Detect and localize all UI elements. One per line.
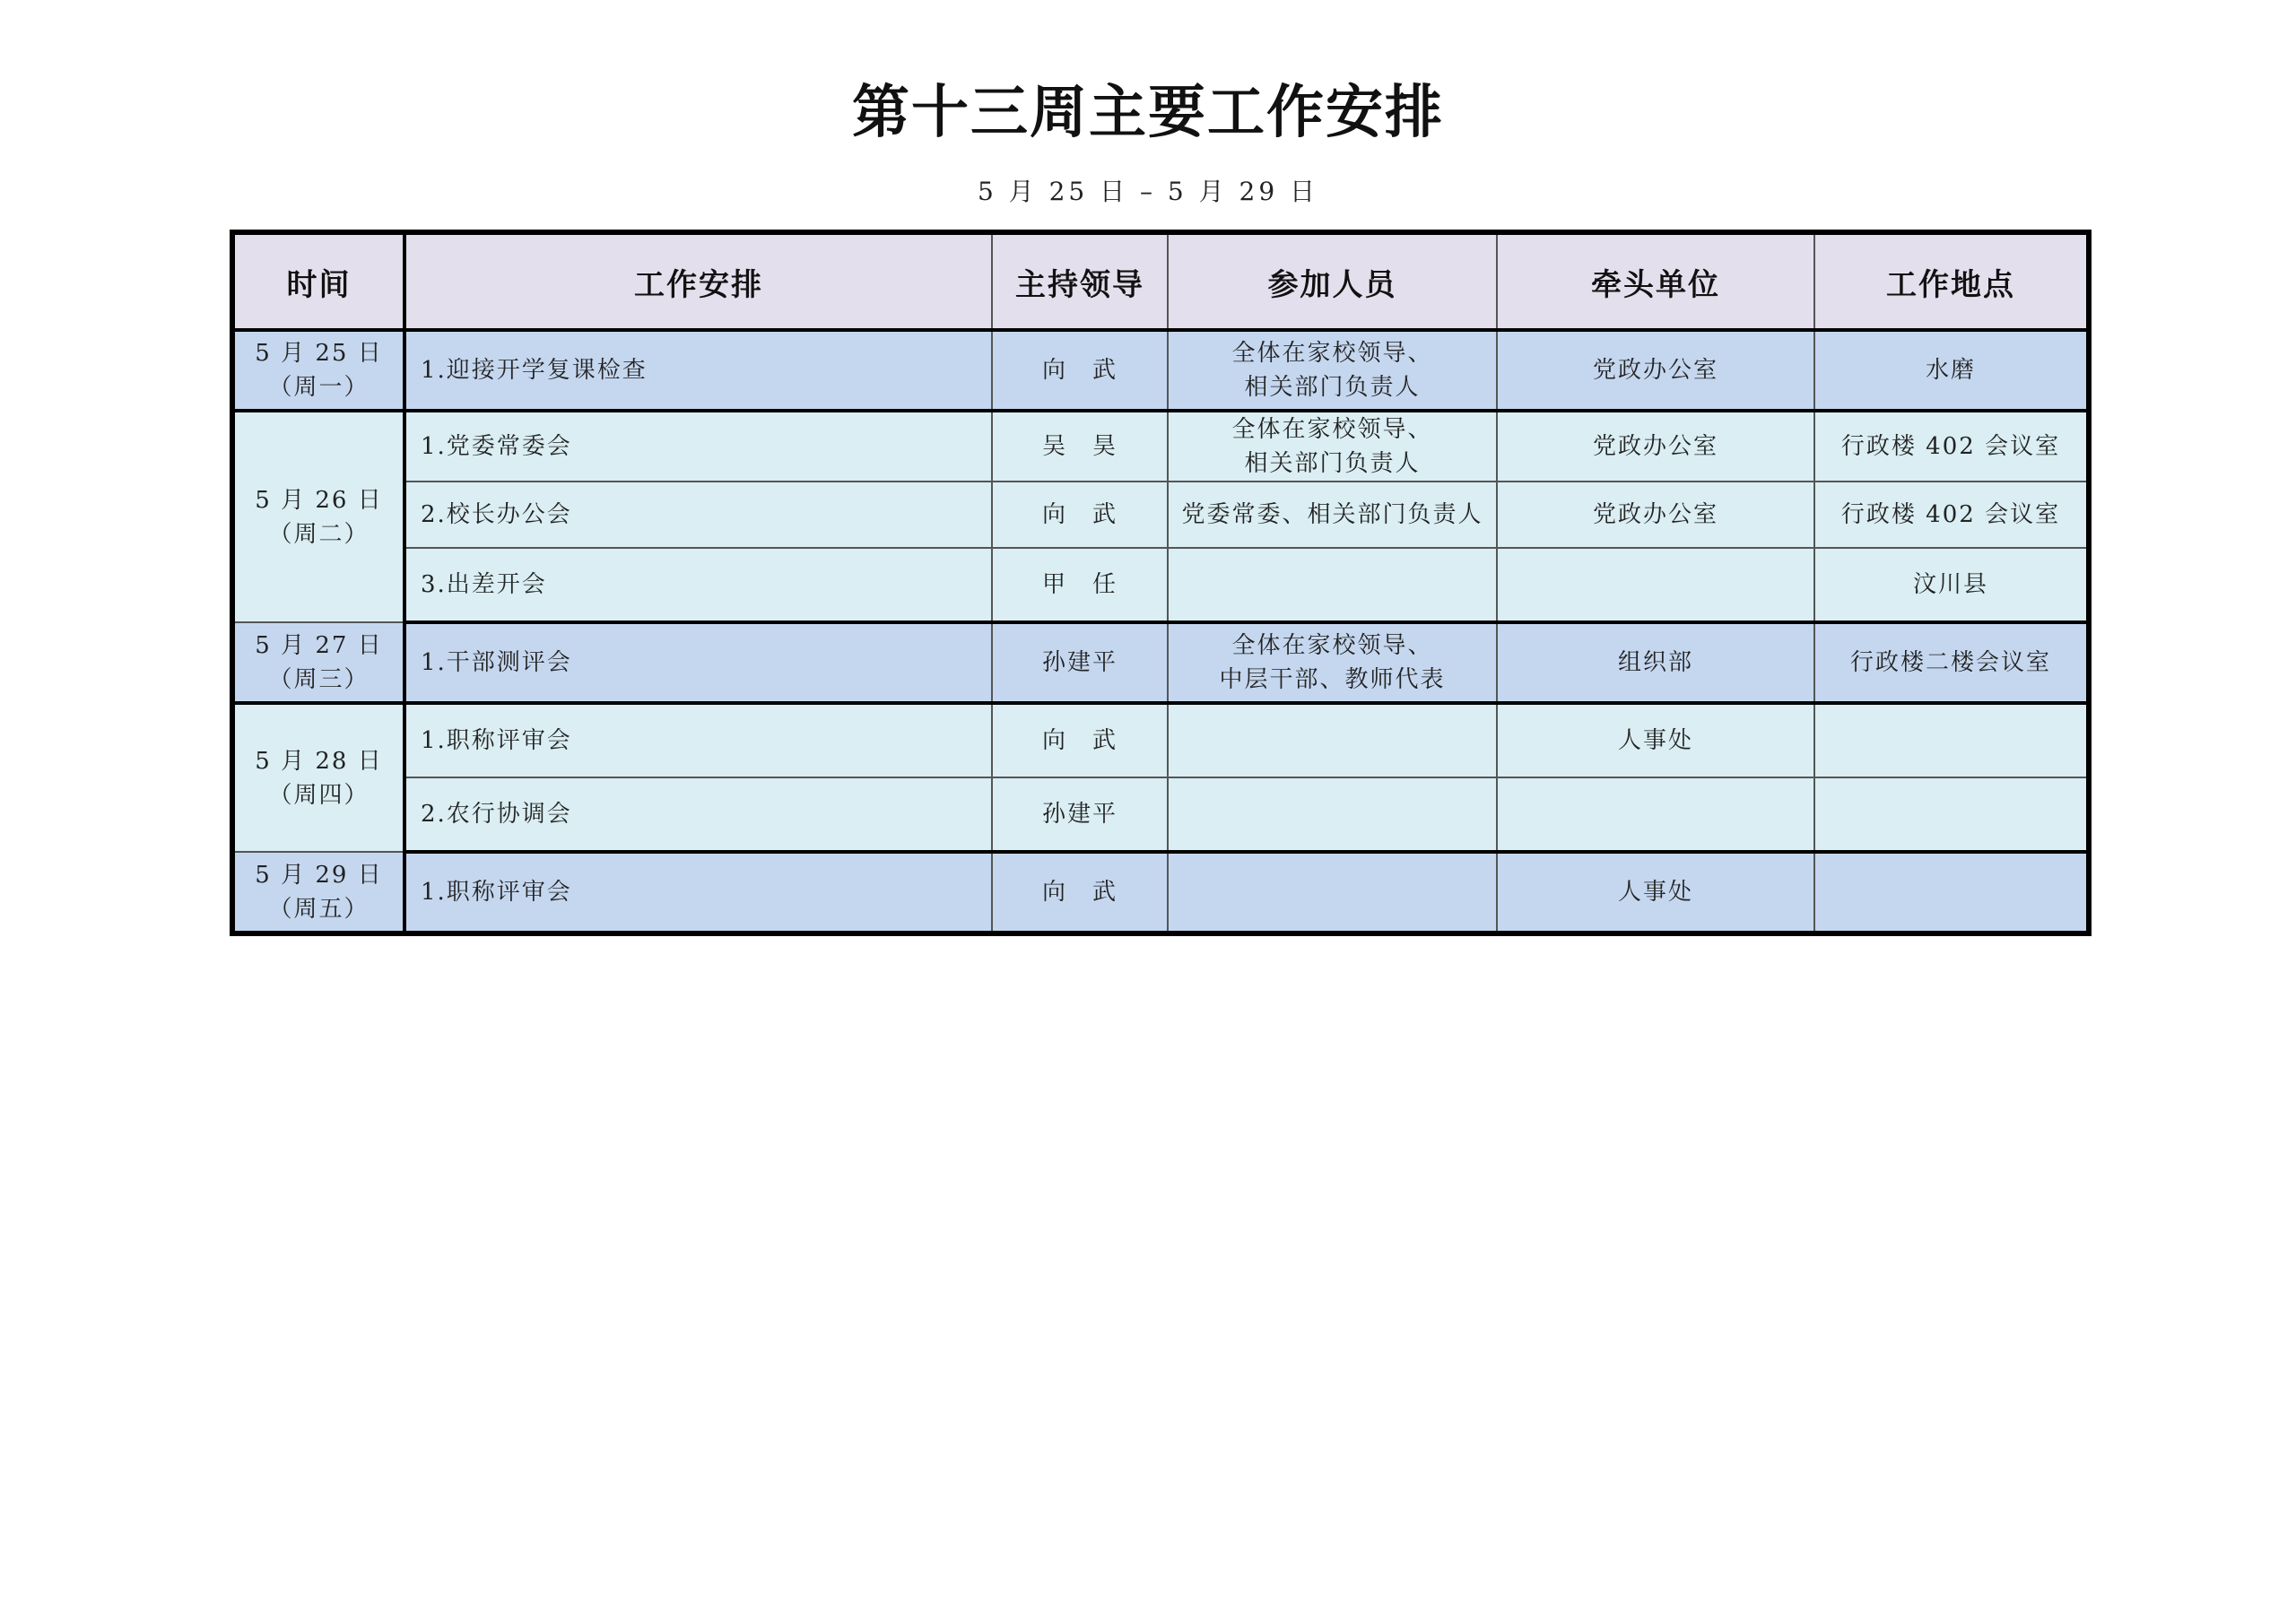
table-row <box>232 622 2089 703</box>
page-title: 第十三周主要工作安排 <box>852 79 1444 146</box>
participants-cell <box>1168 548 1497 622</box>
day-weekday: （周一） <box>268 374 370 401</box>
location-cell: 行政楼 402 会议室 <box>1814 482 2089 548</box>
leader-cell: 向 武 <box>992 852 1168 933</box>
day-date: 5 月 29 日 <box>255 861 383 889</box>
table-row <box>232 548 2089 622</box>
lead-unit-cell: 人事处 <box>1497 852 1814 933</box>
lead-unit-cell: 人事处 <box>1497 703 1814 777</box>
lead-unit-cell <box>1497 548 1814 622</box>
participants-line: 全体在家校领导、 <box>1231 340 1433 367</box>
participants-line: 相关部门负责人 <box>1244 450 1421 477</box>
day-weekday: （周二） <box>268 520 370 548</box>
participants-cell <box>1168 330 1497 411</box>
day-weekday: （周四） <box>268 781 370 809</box>
leader-cell: 孙建平 <box>992 622 1168 703</box>
day-cell <box>232 330 404 411</box>
participants-cell <box>1168 622 1497 703</box>
participants-line: 相关部门负责人 <box>1244 374 1421 401</box>
task-cell: 1.党委常委会 <box>404 411 992 482</box>
participants-line: 全体在家校领导、 <box>1231 416 1433 443</box>
leader-cell: 向 武 <box>992 703 1168 777</box>
location-cell: 行政楼 402 会议室 <box>1814 411 2089 482</box>
leader-cell: 吴 昊 <box>992 411 1168 482</box>
location-cell: 行政楼二楼会议室 <box>1814 622 2089 703</box>
participants-cell <box>1168 703 1497 777</box>
leader-cell: 向 武 <box>992 330 1168 411</box>
task-cell: 1.迎接开学复课检查 <box>404 330 992 411</box>
leader-cell: 孙建平 <box>992 777 1168 852</box>
lead-unit-cell: 组织部 <box>1497 622 1814 703</box>
header-time: 时间 <box>232 232 404 330</box>
participants-cell <box>1168 411 1497 482</box>
task-cell: 3.出差开会 <box>404 548 992 622</box>
table-row <box>232 703 2089 777</box>
day-cell <box>232 622 404 703</box>
header-participants: 参加人员 <box>1168 232 1497 330</box>
header-task: 工作安排 <box>404 232 992 330</box>
day-cell <box>232 703 404 852</box>
location-cell <box>1814 777 2089 852</box>
task-cell: 2.农行协调会 <box>404 777 992 852</box>
participants-line: 中层干部、教师代表 <box>1219 666 1446 693</box>
day-date: 5 月 28 日 <box>255 747 383 775</box>
lead-unit-cell: 党政办公室 <box>1497 330 1814 411</box>
day-cell <box>232 411 404 622</box>
participants-line: 全体在家校领导、 <box>1231 632 1433 659</box>
location-cell: 汶川县 <box>1814 548 2089 622</box>
table-row <box>232 777 2089 852</box>
task-cell: 1.职称评审会 <box>404 852 992 933</box>
day-weekday: （周五） <box>268 895 370 923</box>
task-cell: 2.校长办公会 <box>404 482 992 548</box>
task-cell: 1.职称评审会 <box>404 703 992 777</box>
table-row <box>232 852 2089 933</box>
lead-unit-cell: 党政办公室 <box>1497 482 1814 548</box>
leader-cell: 甲 任 <box>992 548 1168 622</box>
lead-unit-cell <box>1497 777 1814 852</box>
day-date: 5 月 27 日 <box>255 631 383 659</box>
header-leader: 主持领导 <box>992 232 1168 330</box>
participants-cell <box>1168 852 1497 933</box>
location-cell <box>1814 703 2089 777</box>
location-cell <box>1814 852 2089 933</box>
day-date: 5 月 26 日 <box>255 486 383 514</box>
day-date: 5 月 25 日 <box>255 340 383 367</box>
schedule-table <box>230 230 2092 936</box>
day-weekday: （周三） <box>268 665 370 693</box>
participants-cell: 党委常委、相关部门负责人 <box>1168 482 1497 548</box>
table-row <box>232 411 2089 482</box>
header-lead-unit: 牵头单位 <box>1497 232 1814 330</box>
header-location: 工作地点 <box>1814 232 2089 330</box>
date-range: 5 月 25 日 – 5 月 29 日 <box>977 177 1319 206</box>
task-cell: 1.干部测评会 <box>404 622 992 703</box>
location-cell: 水磨 <box>1814 330 2089 411</box>
leader-cell: 向 武 <box>992 482 1168 548</box>
day-cell <box>232 852 404 933</box>
lead-unit-cell: 党政办公室 <box>1497 411 1814 482</box>
table-row <box>232 330 2089 411</box>
participants-cell <box>1168 777 1497 852</box>
table-header-row <box>232 232 2089 330</box>
table-row <box>232 482 2089 548</box>
